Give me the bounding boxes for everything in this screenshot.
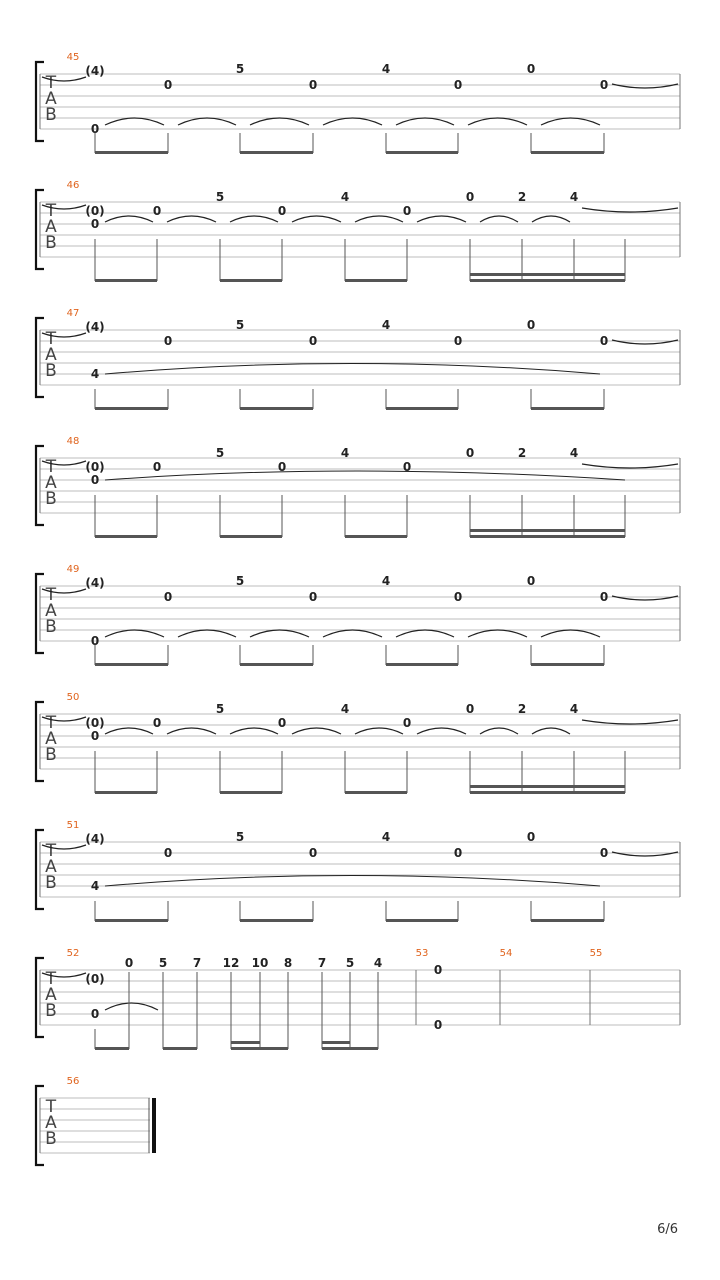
fret-number: 4 — [373, 956, 383, 970]
beam — [220, 279, 282, 282]
measure-number: 52 — [66, 948, 80, 959]
beam — [240, 151, 313, 154]
beam — [470, 535, 625, 538]
slur — [396, 630, 454, 637]
fret-number: 0 — [163, 846, 173, 860]
fret-number: 0 — [599, 846, 609, 860]
slur — [355, 728, 403, 734]
fret-number: 5 — [345, 956, 355, 970]
tab-system — [36, 564, 680, 666]
fret-number: 0 — [599, 334, 609, 348]
tab-clef-letter: A — [45, 89, 57, 109]
fret-number: 4 — [569, 446, 579, 460]
fret-number: 0 — [433, 1018, 443, 1032]
tab-system — [36, 52, 680, 154]
fret-number: 0 — [90, 729, 100, 743]
beam — [231, 1041, 260, 1044]
tab-clef-letter: A — [45, 857, 57, 877]
tab-clef-letter: B — [45, 1001, 57, 1021]
tab-system — [36, 308, 680, 410]
beam — [531, 919, 604, 922]
fret-number: (0) — [85, 972, 105, 986]
tab-clef-letter: A — [45, 345, 57, 365]
slur — [178, 630, 236, 637]
tab-clef-letter: A — [45, 473, 57, 493]
tab-clef-letter: B — [45, 105, 57, 125]
beam — [386, 151, 458, 154]
beam — [386, 407, 458, 410]
beam — [231, 1047, 288, 1050]
tab-clef-letter: A — [45, 729, 57, 749]
measure-number: 56 — [66, 1076, 80, 1087]
slur — [230, 216, 278, 222]
fret-number: 0 — [90, 473, 100, 487]
slur — [468, 630, 527, 637]
beam — [386, 919, 458, 922]
slur — [250, 118, 309, 125]
measure-number: 55 — [589, 948, 603, 959]
tab-clef-letter: T — [45, 713, 57, 733]
slur — [105, 728, 153, 734]
slur — [178, 118, 236, 125]
fret-number: 5 — [215, 190, 225, 204]
beam — [470, 785, 625, 788]
fret-number: 0 — [277, 716, 287, 730]
long-slur — [105, 876, 600, 887]
fret-number: 2 — [517, 446, 527, 460]
fret-number: 5 — [235, 830, 245, 844]
beam — [220, 791, 282, 794]
fret-number: 0 — [152, 204, 162, 218]
outgoing-tie — [582, 720, 678, 724]
tab-clef-letter: A — [45, 985, 57, 1005]
beam — [95, 1047, 129, 1050]
slur — [105, 630, 164, 637]
fret-number: 5 — [215, 446, 225, 460]
beam — [322, 1041, 350, 1044]
fret-number: 0 — [465, 702, 475, 716]
tab-clef-letter: T — [45, 969, 57, 989]
tab-clef-letter: T — [45, 73, 57, 93]
long-slur — [105, 364, 600, 375]
fret-number: 0 — [152, 716, 162, 730]
beam — [531, 407, 604, 410]
slur — [541, 118, 600, 125]
fret-number: 0 — [599, 590, 609, 604]
page-number: 6/6 — [657, 1222, 678, 1237]
tab-clef-letter: B — [45, 617, 57, 637]
fret-number: 4 — [340, 446, 350, 460]
fret-number: 0 — [453, 590, 463, 604]
fret-number: 4 — [90, 879, 100, 893]
beam — [345, 791, 407, 794]
beam — [470, 279, 625, 282]
fret-number: 0 — [453, 846, 463, 860]
fret-number: 0 — [308, 334, 318, 348]
beam — [531, 663, 604, 666]
tab-clef-letter: A — [45, 601, 57, 621]
fret-number: 0 — [308, 78, 318, 92]
fret-number: 0 — [163, 78, 173, 92]
fret-number: 0 — [124, 956, 134, 970]
tab-clef-letter: T — [45, 201, 57, 221]
tab-system — [36, 1076, 156, 1165]
fret-number: 2 — [517, 190, 527, 204]
tab-system — [36, 820, 680, 922]
fret-number: 0 — [90, 634, 100, 648]
fret-number: 0 — [277, 460, 287, 474]
fret-number: 4 — [381, 830, 391, 844]
measure-number: 48 — [66, 436, 80, 447]
fret-number: 5 — [235, 318, 245, 332]
beam — [95, 151, 168, 154]
beam — [345, 279, 407, 282]
measure-number: 45 — [66, 52, 80, 63]
beam — [163, 1047, 197, 1050]
fret-number: 4 — [569, 190, 579, 204]
measure-number: 53 — [415, 948, 429, 959]
fret-number: 5 — [235, 574, 245, 588]
beam — [95, 535, 157, 538]
fret-number: 0 — [308, 846, 318, 860]
slur — [323, 630, 382, 637]
fret-number: 0 — [277, 204, 287, 218]
fret-number: 0 — [163, 334, 173, 348]
fret-number: 0 — [526, 574, 536, 588]
tab-clef-letter: T — [45, 585, 57, 605]
tab-clef-letter: A — [45, 1113, 57, 1133]
tab-clef-letter: T — [45, 329, 57, 349]
tab-clef-letter: B — [45, 745, 57, 765]
beam — [386, 663, 458, 666]
fret-number: 0 — [526, 830, 536, 844]
fret-number: 4 — [381, 574, 391, 588]
tab-clef-letter: B — [45, 1129, 57, 1149]
tab-clef-letter: T — [45, 841, 57, 861]
beam — [240, 919, 313, 922]
beam — [220, 535, 282, 538]
long-slur — [105, 471, 625, 480]
fret-number: 5 — [235, 62, 245, 76]
fret-number: 0 — [526, 62, 536, 76]
slur — [230, 728, 278, 734]
fret-number: (4) — [85, 64, 105, 78]
slur — [417, 216, 466, 222]
slur — [532, 216, 570, 222]
fret-number: 4 — [569, 702, 579, 716]
tab-clef-letter: B — [45, 873, 57, 893]
beam — [470, 529, 625, 532]
fret-number: 0 — [90, 1007, 100, 1021]
fret-number: (0) — [85, 204, 105, 218]
fret-number: 7 — [317, 956, 327, 970]
fret-number: 0 — [526, 318, 536, 332]
fret-number: 0 — [90, 122, 100, 136]
slur — [105, 216, 153, 222]
slur — [250, 630, 309, 637]
fret-number: 0 — [402, 460, 412, 474]
beam — [531, 151, 604, 154]
beam — [95, 791, 157, 794]
fret-number: 0 — [90, 217, 100, 231]
fret-number: 4 — [381, 62, 391, 76]
beam — [240, 407, 313, 410]
fret-number: 12 — [222, 956, 240, 970]
fret-number: (4) — [85, 320, 105, 334]
slur — [355, 216, 403, 222]
outgoing-tie — [582, 208, 678, 212]
fret-number: 0 — [599, 78, 609, 92]
fret-number: (4) — [85, 832, 105, 846]
fret-number: 0 — [402, 204, 412, 218]
tab-clef-letter: T — [45, 457, 57, 477]
beam — [95, 663, 168, 666]
tab-system — [36, 948, 680, 1050]
tab-clef-letter: T — [45, 1097, 57, 1117]
slur — [541, 630, 600, 637]
beam — [345, 535, 407, 538]
slur — [323, 118, 382, 125]
fret-number: 4 — [381, 318, 391, 332]
fret-number: (4) — [85, 576, 105, 590]
beam — [470, 791, 625, 794]
slur — [417, 728, 466, 734]
slur — [532, 728, 570, 734]
measure-number: 51 — [66, 820, 80, 831]
measure-number: 50 — [66, 692, 80, 703]
fret-number: 0 — [308, 590, 318, 604]
tab-clef-letter: A — [45, 217, 57, 237]
slur — [292, 728, 341, 734]
slur — [396, 118, 454, 125]
fret-number: (0) — [85, 716, 105, 730]
tab-system — [36, 180, 680, 282]
tab-system — [36, 692, 680, 794]
slur — [105, 118, 164, 125]
beam — [95, 407, 168, 410]
fret-number: 0 — [433, 963, 443, 977]
fret-number: 10 — [251, 956, 269, 970]
outgoing-tie — [582, 464, 678, 468]
fret-number: 0 — [465, 446, 475, 460]
fret-number: 4 — [340, 190, 350, 204]
measure-number: 49 — [66, 564, 80, 575]
fret-number: 0 — [163, 590, 173, 604]
tab-system — [36, 436, 680, 538]
fret-number: 4 — [90, 367, 100, 381]
fret-number: 8 — [283, 956, 293, 970]
slur — [468, 118, 527, 125]
beam — [470, 273, 625, 276]
measure-number: 46 — [66, 180, 80, 191]
fret-number: 4 — [340, 702, 350, 716]
slur — [105, 1003, 158, 1010]
tab-clef-letter: B — [45, 233, 57, 253]
tab-clef-letter: B — [45, 489, 57, 509]
beam — [95, 279, 157, 282]
fret-number: 2 — [517, 702, 527, 716]
fret-number: (0) — [85, 460, 105, 474]
slur — [480, 216, 518, 222]
beam — [322, 1047, 378, 1050]
fret-number: 0 — [402, 716, 412, 730]
beam — [95, 919, 168, 922]
final-bar-line — [152, 1098, 156, 1153]
fret-number: 0 — [465, 190, 475, 204]
slur — [167, 216, 216, 222]
fret-number: 5 — [215, 702, 225, 716]
slur — [292, 216, 341, 222]
slur — [480, 728, 518, 734]
fret-number: 0 — [453, 334, 463, 348]
fret-number: 0 — [453, 78, 463, 92]
measure-number: 54 — [499, 948, 513, 959]
fret-number: 0 — [152, 460, 162, 474]
fret-number: 7 — [192, 956, 202, 970]
measure-number: 47 — [66, 308, 80, 319]
beam — [240, 663, 313, 666]
tab-clef-letter: B — [45, 361, 57, 381]
slur — [167, 728, 216, 734]
fret-number: 5 — [158, 956, 168, 970]
